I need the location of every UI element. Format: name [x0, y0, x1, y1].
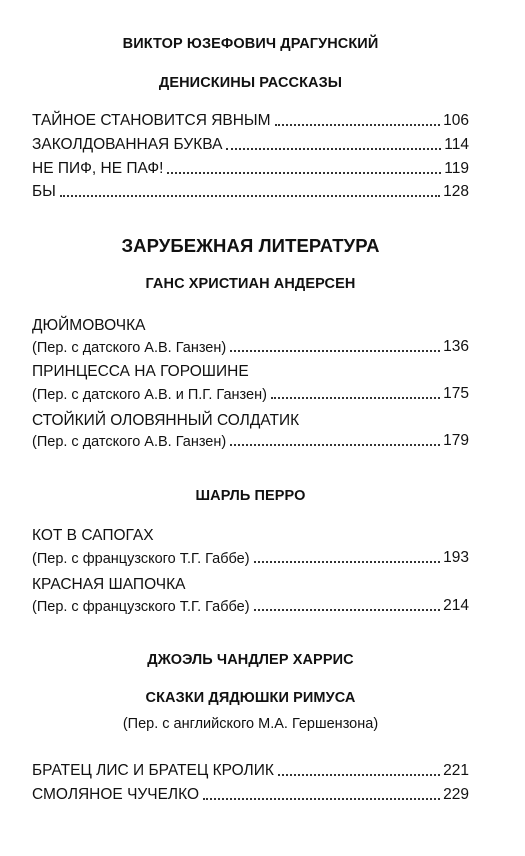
entry-title[interactable]: ПРИНЦЕССА НА ГОРОШИНЕ: [32, 363, 249, 380]
dot-leader: [203, 798, 440, 800]
page-number: 119: [444, 160, 469, 177]
toc-entry[interactable]: [32, 181, 469, 201]
dot-leader: [278, 774, 440, 776]
toc-entry[interactable]: [32, 110, 469, 130]
page-number: 106: [443, 112, 469, 129]
page-number: 136: [443, 338, 469, 355]
page-number: 175: [443, 385, 469, 402]
entry-title: ЗАКОЛДОВАННАЯ БУКВА: [32, 136, 223, 153]
author-heading-andersen: ГАНС ХРИСТИАН АНДЕРСЕН: [145, 276, 356, 292]
toc-entry[interactable]: [32, 134, 469, 154]
toc-entry[interactable]: [32, 158, 469, 178]
dot-leader: [271, 397, 440, 399]
entry-title: БРАТЕЦ ЛИС И БРАТЕЦ КРОЛИК: [32, 762, 274, 779]
entry-title[interactable]: СТОЙКИЙ ОЛОВЯННЫЙ СОЛДАТИК: [32, 412, 300, 429]
section-heading-foreign: ЗАРУБЕЖНАЯ ЛИТЕРАТУРА: [121, 235, 380, 256]
toc-entry[interactable]: [32, 784, 469, 804]
toc-entry[interactable]: [32, 430, 469, 450]
page-number: 214: [443, 597, 469, 614]
author-heading-dragunsky: ВИКТОР ЮЗЕФОВИЧ ДРАГУНСКИЙ: [122, 36, 379, 52]
collection-heading-rimus: СКАЗКИ ДЯДЮШКИ РИМУСА: [145, 690, 356, 706]
dot-leader: [230, 350, 440, 352]
author-heading-perrault: ШАРЛЬ ПЕРРО: [195, 488, 306, 504]
dot-leader: [254, 561, 441, 563]
page-number: 221: [443, 762, 469, 779]
dot-leader: [275, 124, 441, 126]
dot-leader: [167, 172, 441, 174]
translator-note: (Пер. с французского Т.Г. Габбе): [32, 599, 250, 615]
translator-note: (Пер. с французского Т.Г. Габбе): [32, 551, 250, 567]
page-number: 193: [443, 549, 469, 566]
dot-leader: [230, 444, 440, 446]
entry-title[interactable]: КРАСНАЯ ШАПОЧКА: [32, 576, 186, 593]
translator-note: (Пер. с английского М.А. Гершензона): [122, 716, 379, 732]
dot-leader: [60, 195, 440, 197]
entry-title: ТАЙНОЕ СТАНОВИТСЯ ЯВНЫМ: [32, 112, 271, 129]
toc-entry[interactable]: [32, 760, 469, 780]
translator-note: (Пер. с датского А.В. Ганзен): [32, 434, 227, 450]
entry-title: БЫ: [32, 183, 56, 200]
toc-entry[interactable]: [32, 547, 469, 567]
dot-leader: [226, 148, 441, 150]
translator-note: (Пер. с датского А.В. Ганзен): [32, 340, 227, 356]
page-number: 179: [443, 432, 469, 449]
entry-title[interactable]: ДЮЙМОВОЧКА: [32, 317, 146, 334]
toc-entry[interactable]: [32, 595, 469, 615]
dot-leader: [254, 609, 441, 611]
page-number: 114: [444, 136, 469, 153]
toc-entry[interactable]: [32, 383, 469, 403]
page-number: 229: [443, 786, 469, 803]
entry-title: НЕ ПИФ, НЕ ПАФ!: [32, 160, 164, 177]
translator-note: (Пер. с датского А.В. и П.Г. Ганзен): [32, 387, 267, 403]
page-number: 128: [443, 183, 469, 200]
toc-entry[interactable]: [32, 336, 469, 356]
entry-title[interactable]: КОТ В САПОГАХ: [32, 527, 154, 544]
author-heading-harris: ДЖОЭЛЬ ЧАНДЛЕР ХАРРИС: [147, 652, 354, 668]
entry-title: СМОЛЯНОЕ ЧУЧЕЛКО: [32, 786, 200, 803]
collection-heading-deniskiny: ДЕНИСКИНЫ РАССКАЗЫ: [158, 75, 343, 91]
